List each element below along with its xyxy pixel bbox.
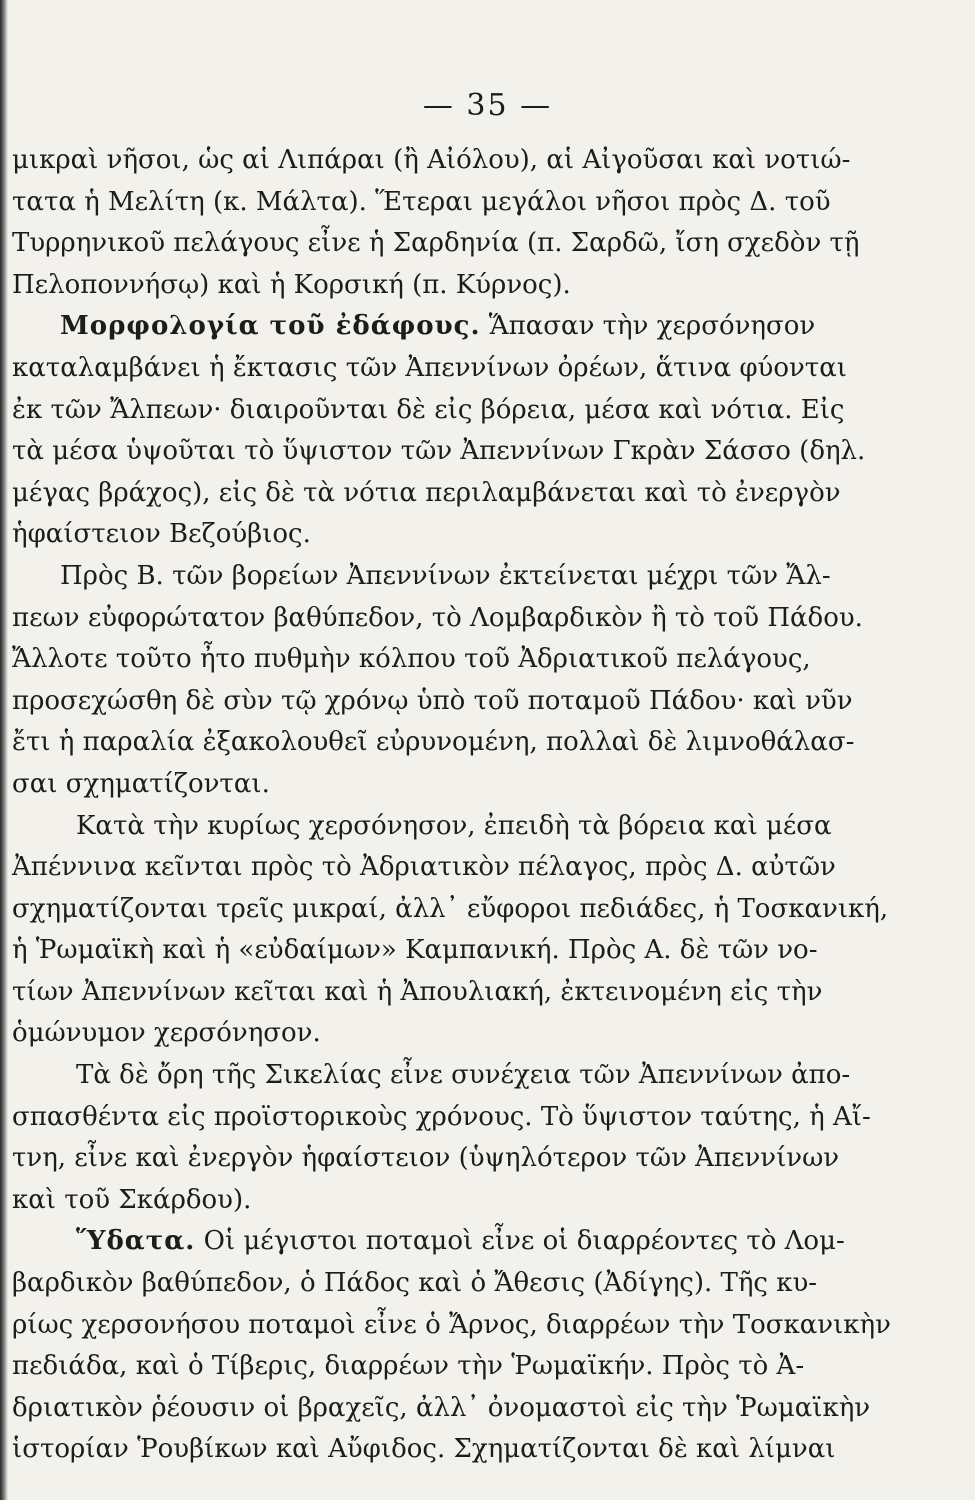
line-text: Οἱ μέγιστοι ποταμοὶ εἶνε οἱ διαρρέοντες τὸ Λομ- xyxy=(195,1226,845,1257)
text-line xyxy=(12,556,831,598)
line-text: πεων εὐφορώτατον βαθύπεδον, τὸ Λομβαρδικὸν ἢ τὸ τοῦ Πάδου. xyxy=(12,602,863,633)
line-text: σαι σχηματίζονται. xyxy=(12,768,270,799)
text-line xyxy=(12,431,866,473)
text-line xyxy=(12,1180,802,1222)
text-line xyxy=(12,473,841,515)
text-line xyxy=(12,1097,871,1139)
text-line xyxy=(12,722,855,764)
text-line xyxy=(12,930,818,972)
line-text: τνη, εἶνε καὶ ἐνεργὸν ἡφαίστειον (ὑψηλότερον τῶν Ἀπεννίνων xyxy=(12,1143,840,1174)
line-text: προσεχώσθη δὲ σὺν τῷ χρόνῳ ὑπὸ τοῦ ποταμοῦ Πάδου· καὶ νῦν xyxy=(12,685,853,716)
line-text: Πελοποννήσῳ) καὶ ἡ Κορσική (π. Κύρνος). xyxy=(12,269,571,300)
line-text: Τυρρηνικοῦ πελάγους εἶνε ἡ Σαρδηνία (π. Σαρδῶ, ἴση σχεδὸν τῇ xyxy=(12,228,860,259)
text-line xyxy=(12,639,811,681)
line-text: σπασθέντα εἰς προϊστορικοὺς χρόνους. Τὸ ὕψιστον ταύτης, ἡ Αἴ- xyxy=(12,1101,871,1132)
line-text: Ἅπασαν τὴν χερσόνησον xyxy=(480,311,816,342)
text-line xyxy=(12,1221,845,1263)
section-heading: Ὕδατα. xyxy=(76,1226,196,1257)
line-text: σχηματίζονται τρεῖς μικραί, ἀλλ᾿ εὔφοροι πεδιάδες, ἡ Τοσκανική, xyxy=(12,893,889,924)
text-line xyxy=(12,1346,805,1388)
text-line xyxy=(12,764,802,806)
line-text: τατα ἡ Μελίτη (κ. Μάλτα). Ἕτεραι μεγάλοι νῆσοι πρὸς Δ. τοῦ xyxy=(12,186,831,217)
text-line xyxy=(12,681,853,723)
text-line xyxy=(12,265,802,307)
line-text: Ἀπέννινα κεῖνται πρὸς τὸ Ἀδριατικὸν πέλαγος, πρὸς Δ. αὐτῶν xyxy=(12,852,836,883)
line-text: ἱστορίαν Ῥουβίκων καὶ Αὔφιδος. Σχηματίζονται δὲ καὶ λίμναι xyxy=(12,1434,836,1465)
section-heading: Μορφολογία τοῦ ἐδάφους. xyxy=(60,311,481,342)
text-line xyxy=(12,806,832,848)
line-text: μέγας βράχος), εἰς δὲ τὰ νότια περιλαμβάνεται καὶ τὸ ἐνεργὸν xyxy=(12,477,841,508)
line-text: ὁμώνυμον χερσόνησον. xyxy=(12,1018,321,1049)
line-text: πεδιάδα, καὶ ὁ Τίβερις, διαρρέων τὴν Ῥωμαϊκήν. Πρὸς τὸ Ἀ- xyxy=(12,1351,805,1382)
text-line xyxy=(12,1429,836,1471)
line-text: δριατικὸν ῥέουσιν οἱ βραχεῖς, ἀλλ᾿ ὀνομαστοὶ εἰς τὴν Ῥωμαϊκὴν xyxy=(12,1392,871,1423)
line-text: ρίως χερσονήσου ποταμοὶ εἶνε ὁ Ἄρνος, διαρρέων τὴν Τοσκανικὴν xyxy=(12,1309,891,1340)
text-line xyxy=(12,223,860,265)
line-text: ἡ Ῥωμαϊκὴ καὶ ἡ «εὐδαίμων» Καμπανική. Πρὸς Α. δὲ τῶν νο- xyxy=(12,935,818,966)
line-text: καὶ τοῦ Σκάρδου). xyxy=(12,1184,252,1215)
text-line xyxy=(12,390,845,432)
line-text: ἡφαίστειον Βεζούβιος. xyxy=(12,519,311,550)
text-line xyxy=(12,306,816,348)
line-text: τίων Ἀπεννίνων κεῖται καὶ ἡ Ἀπουλιακή, ἐκτεινομένη εἰς τὴν xyxy=(12,976,823,1007)
text-line xyxy=(12,514,802,556)
text-line xyxy=(12,847,836,889)
line-text: καταλαμβάνει ἡ ἔκτασις τῶν Ἀπεννίνων ὀρέων, ἅτινα φύονται xyxy=(12,352,847,383)
text-line xyxy=(12,1305,891,1347)
text-line xyxy=(12,348,847,390)
text-line xyxy=(12,140,851,182)
line-text: μικραὶ νῆσοι, ὡς αἱ Λιπάραι (ἢ Αἰόλου), αἱ Αἰγοῦσαι καὶ νοτιώ- xyxy=(12,145,851,175)
text-line xyxy=(12,182,831,224)
text-line xyxy=(12,972,823,1014)
text-line xyxy=(12,1388,871,1430)
text-line xyxy=(12,1138,840,1180)
text-line xyxy=(12,598,863,640)
text-line xyxy=(12,1013,802,1055)
text-line xyxy=(12,889,889,931)
line-text: Κατὰ τὴν κυρίως χερσόνησον, ἐπειδὴ τὰ βόρεια καὶ μέσα xyxy=(76,810,832,841)
line-text: Ἄλλοτε τοῦτο ἦτο πυθμὴν κόλπου τοῦ Ἀδριατικοῦ πελάγους, xyxy=(12,644,811,675)
page-binding-edge xyxy=(0,0,8,1500)
text-line xyxy=(12,1263,818,1305)
page-number: — 35 — xyxy=(422,88,553,123)
line-text: ἔτι ἡ παραλία ἐξακολουθεῖ εὐρυνομένη, πολλαὶ δὲ λιμνοθάλασ- xyxy=(12,727,855,758)
line-text: Πρὸς Β. τῶν βορείων Ἀπεννίνων ἐκτείνεται μέχρι τῶν Ἄλ- xyxy=(60,560,831,591)
text-line xyxy=(12,1055,851,1097)
line-text: τὰ μέσα ὑψοῦται τὸ ὕψιστον τῶν Ἀπεννίνων Γκρὰν Σάσσο (δηλ. xyxy=(12,436,866,467)
body-text xyxy=(12,140,891,1471)
line-text: Τὰ δὲ ὄρη τῆς Σικελίας εἶνε συνέχεια τῶν Ἀπεννίνων ἀπο- xyxy=(76,1060,851,1091)
line-text: βαρδικὸν βαθύπεδον, ὁ Πάδος καὶ ὁ Ἄθεσις (Ἀδίγης). Τῆς κυ- xyxy=(12,1268,818,1299)
line-text: ἐκ τῶν Ἄλπεων· διαιροῦνται δὲ εἰς βόρεια, μέσα καὶ νότια. Εἰς xyxy=(12,394,845,425)
